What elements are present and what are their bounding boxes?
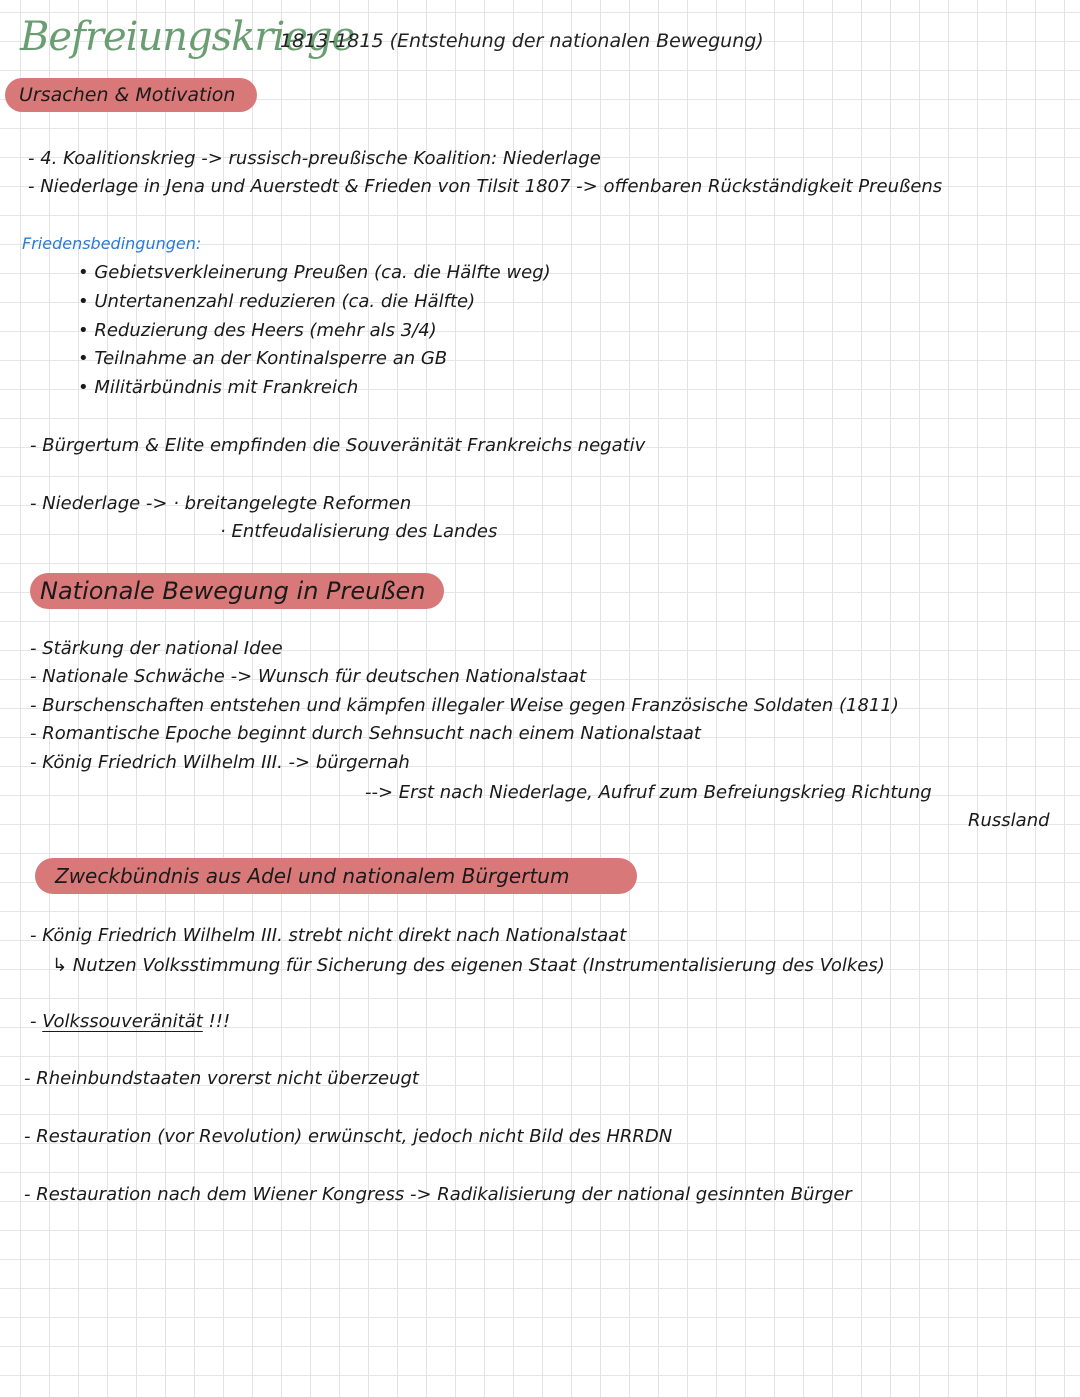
list-item: - 4. Koalitionskrieg -> russisch-preußische Koalition: Niederlage: [28, 148, 601, 169]
list-item: - König Friedrich Wilhelm III. -> bürgernah: [30, 752, 410, 773]
list-item: • Untertanenzahl reduzieren (ca. die Hälfte): [78, 291, 476, 312]
list-item: - Nationale Schwäche -> Wunsch für deutschen Nationalstaat: [30, 666, 587, 687]
list-item: • Reduzierung des Heers (mehr als 3/4): [78, 320, 437, 341]
list-item: Russland: [968, 810, 1050, 831]
list-item: - Romantische Epoche beginnt durch Sehnsucht nach einem Nationalstaat: [30, 723, 701, 744]
list-item: - Stärkung der national Idee: [30, 638, 283, 659]
list-item: - Niederlage in Jena und Auerstedt & Frieden von Tilsit 1807 -> offenbaren Rückständigkeit Preußens: [28, 176, 943, 197]
list-item: - Rheinbundstaaten vorerst nicht überzeugt: [24, 1068, 419, 1089]
page-title: Befreiungskriege: [20, 14, 355, 60]
list-item: • Teilnahme an der Kontinalsperre an GB: [78, 348, 448, 369]
list-item: ↳ Nutzen Volksstimmung für Sicherung des eigenen Staat (Instrumentalisierung des Volkes): [52, 955, 885, 976]
page-subtitle: 1813-1815 (Entstehung der nationalen Bewegung): [280, 30, 764, 52]
list-item: - Restauration nach dem Wiener Kongress -> Radikalisierung der national gesinnten Bürger: [24, 1184, 852, 1205]
list-item: - Bürgertum & Elite empfinden die Souveränität Frankreichs negativ: [30, 435, 646, 456]
volkssouveraenitaet: Volkssouveränität: [42, 1011, 203, 1032]
list-item: - Restauration (vor Revolution) erwünscht, jedoch nicht Bild des HRRDN: [24, 1126, 673, 1147]
list-item: • Militärbündnis mit Frankreich: [78, 377, 359, 398]
section-heading-label: Nationale Bewegung in Preußen: [40, 577, 426, 605]
section-heading-zweck: [35, 858, 637, 894]
section-heading-label: Ursachen & Motivation: [19, 84, 236, 106]
friedens-label: Friedensbedingungen:: [22, 234, 202, 253]
exclamation: !!!: [202, 1011, 231, 1032]
dash: -: [30, 1011, 43, 1032]
list-item: · Entfeudalisierung des Landes: [220, 521, 498, 542]
section-heading-ursachen: [5, 78, 257, 112]
list-item: • Gebietsverkleinerung Preußen (ca. die Hälfte weg): [78, 262, 551, 283]
list-item: - König Friedrich Wilhelm III. strebt nicht direkt nach Nationalstaat: [30, 925, 627, 946]
list-item: - Burschenschaften entstehen und kämpfen illegaler Weise gegen Französische Soldaten (1811): [30, 695, 899, 716]
list-item: [30, 1011, 230, 1032]
section-heading-nationale: [30, 573, 444, 609]
list-item: --> Erst nach Niederlage, Aufruf zum Befreiungskrieg Richtung: [365, 782, 932, 803]
section-heading-label: Zweckbündnis aus Adel und nationalem Bürgertum: [55, 864, 570, 888]
list-item: - Niederlage -> · breitangelegte Reformen: [30, 493, 412, 514]
